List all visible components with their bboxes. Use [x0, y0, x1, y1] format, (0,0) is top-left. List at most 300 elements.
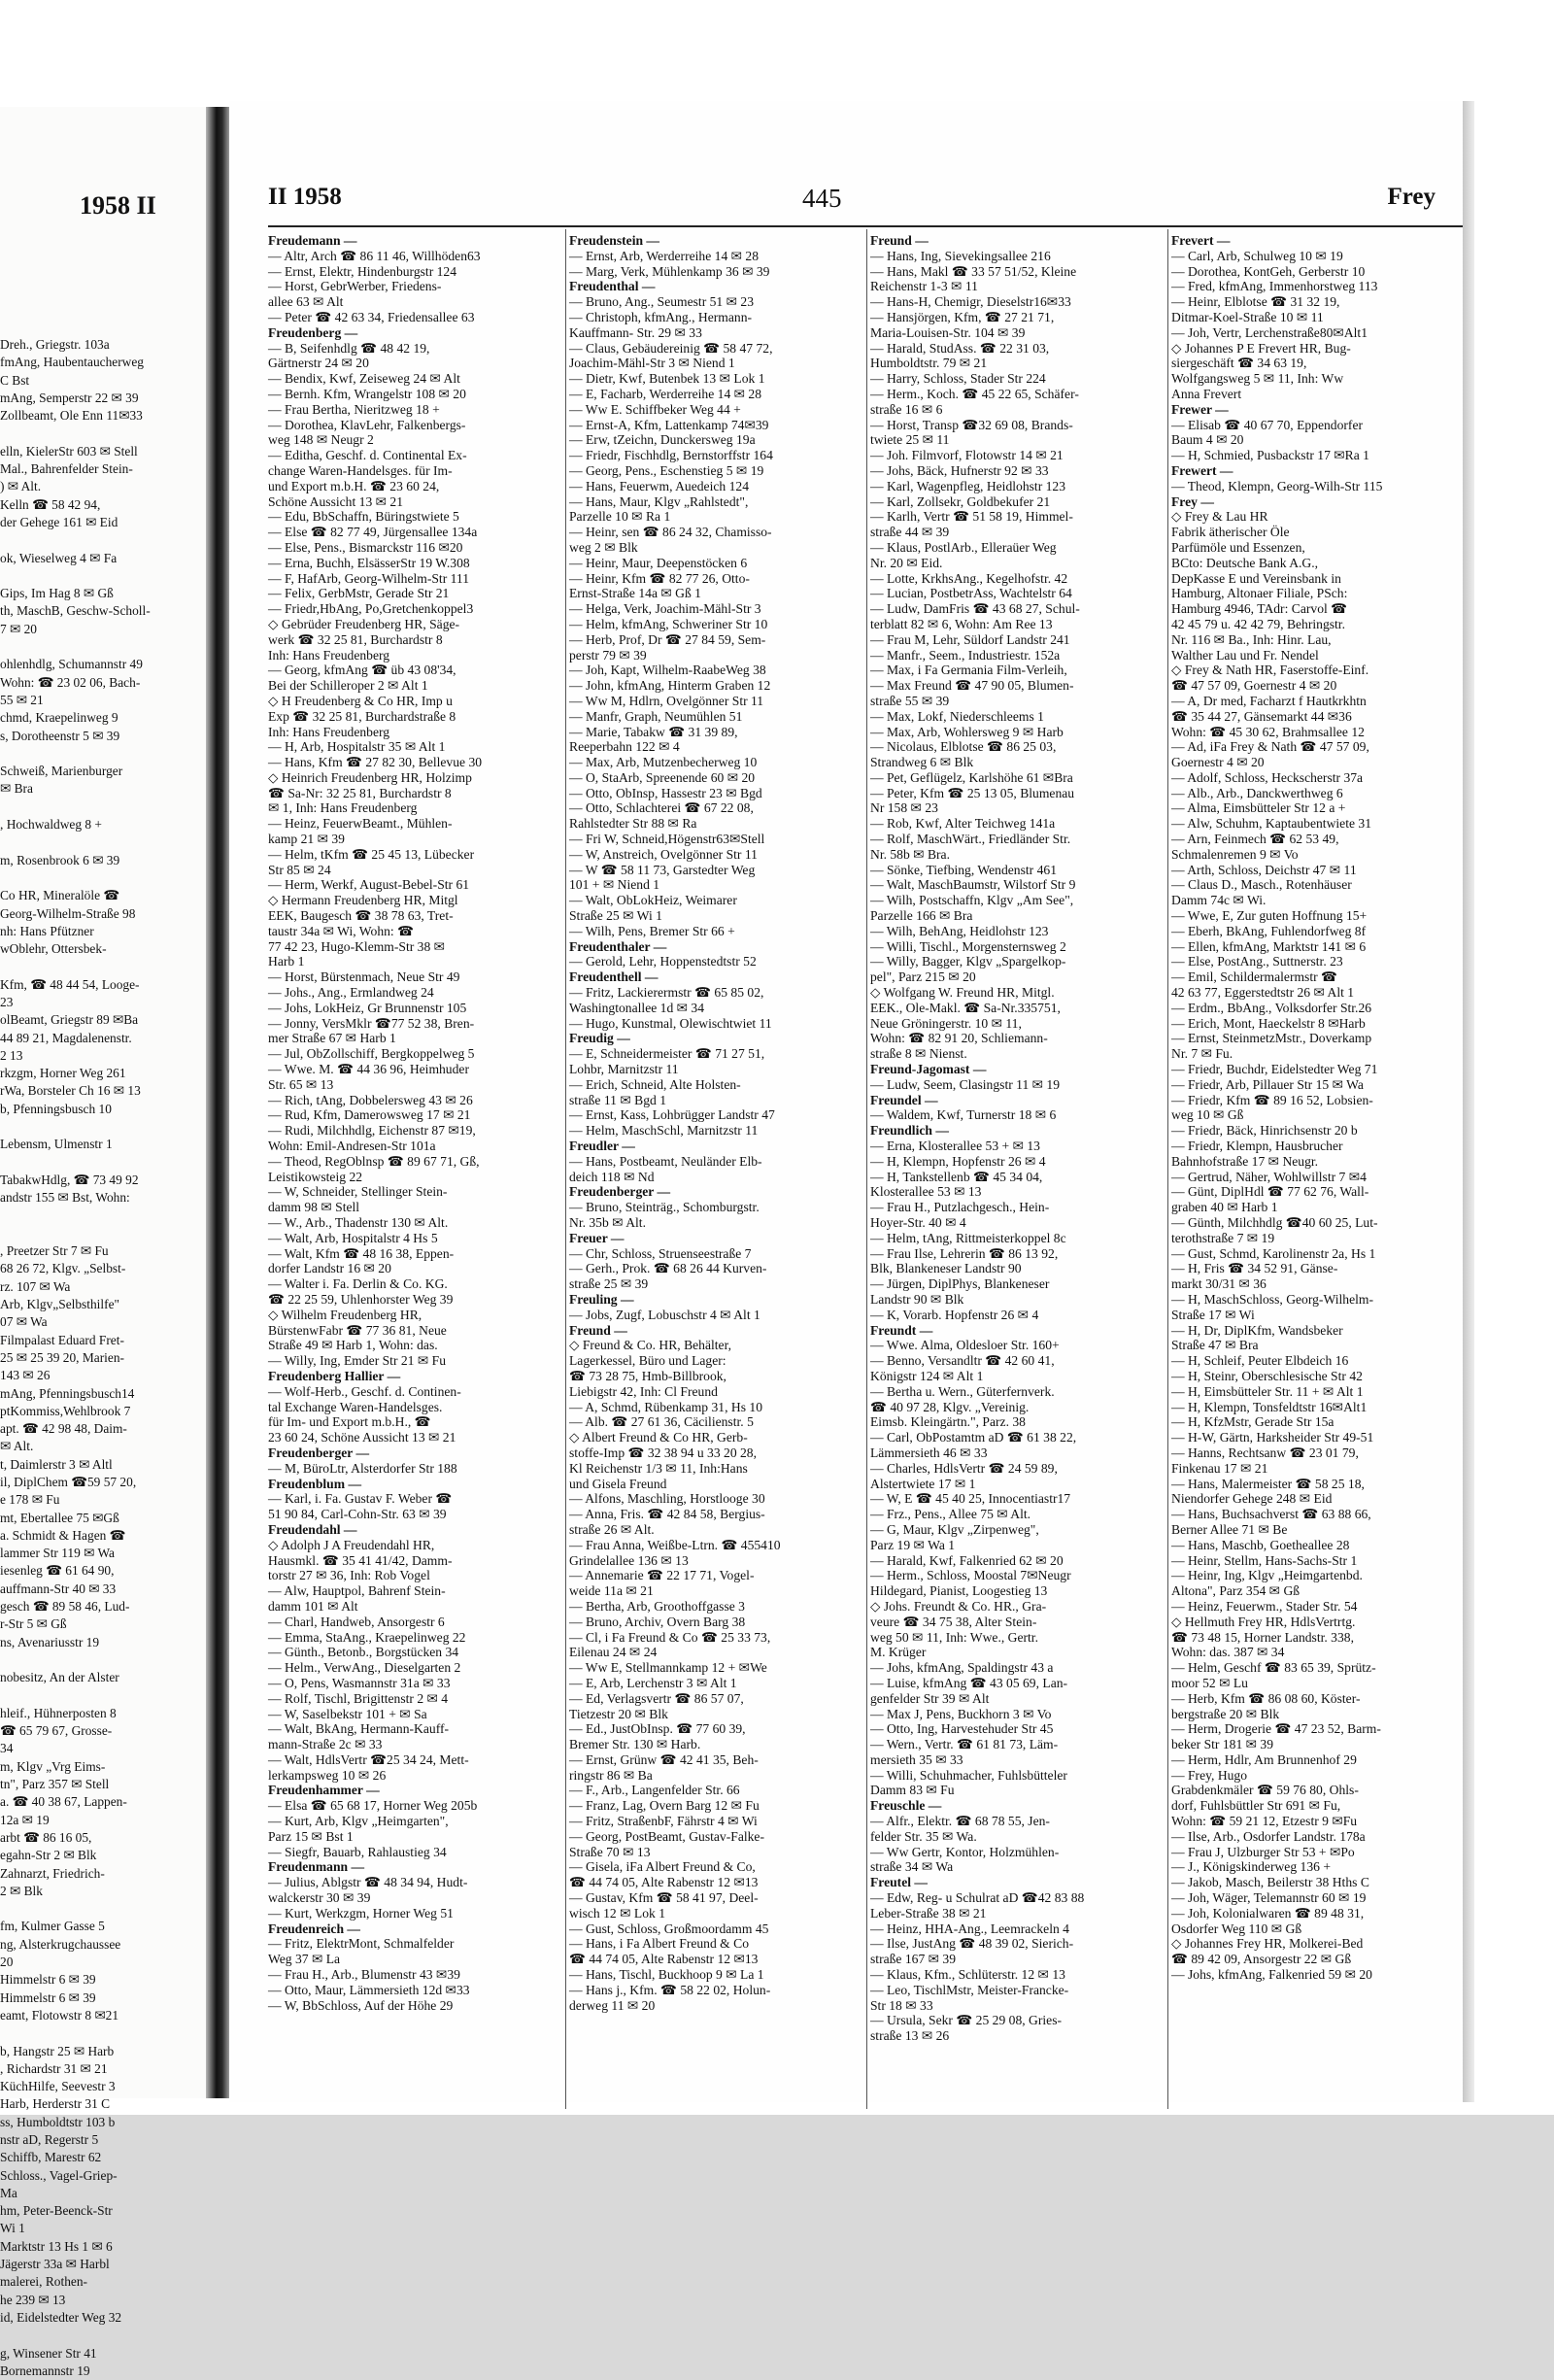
directory-entry-line: — Marie, Tabakw ☎ 31 39 89,: [569, 724, 738, 739]
directory-entry-line: Goernestr 4 ✉ 20: [1171, 755, 1265, 770]
directory-entry-line: Joachim-Mähl-Str 3 ✉ Niend 1: [569, 356, 735, 371]
directory-entry-line: Frewer —: [1171, 401, 1229, 417]
directory-entry-line: — Wern., Vertr. ☎ 61 81 73, Läm-: [870, 1737, 1059, 1752]
directory-entry-line: — Ww E, Stellmannkamp 12 + ✉We: [569, 1660, 767, 1676]
left-page-fragment: Himmelstr 6 ✉ 39: [0, 1989, 96, 2005]
left-page-fragment: arbt ☎ 86 16 05,: [0, 1829, 92, 1845]
left-page-fragment: [0, 799, 206, 816]
directory-entry-line: ◇ Adolph J A Freudendahl HR,: [268, 1537, 435, 1552]
directory-entry-line: — Frau Bertha, Nieritzweg 18 +: [268, 401, 440, 417]
directory-entry-line: — Kurt, Werkzgm, Horner Weg 51: [268, 1905, 454, 1921]
left-page-fragment: [0, 638, 206, 656]
directory-entry-line: torstr 27 ✉ 36, Inh: Rob Vogel: [268, 1568, 430, 1583]
directory-entry-line: — Gustav, Kfm ☎ 58 41 97, Deel-: [569, 1890, 759, 1906]
left-page-fragment: Marktstr 13 Hs 1 ✉ 6: [0, 2238, 113, 2254]
column-divider: [1167, 229, 1168, 2109]
directory-entry-line: Nr. 116 ✉ Ba., Inh: Hinr. Lau,: [1171, 631, 1332, 647]
directory-entry-line: Freund-Jagomast —: [870, 1062, 987, 1077]
directory-entry-line: Frey —: [1171, 493, 1214, 509]
directory-entry-line: — Arth, Schloss, Deichstr 47 ✉ 11: [1171, 862, 1357, 877]
directory-entry-line: — H, Arb, Hospitalstr 35 ✉ Alt 1: [268, 739, 446, 755]
directory-entry-line: — Erna, Buchh, ElsässerStr 19 W.308: [268, 555, 470, 570]
directory-entry-line: — F., Arb., Langenfelder Str. 66: [569, 1783, 740, 1798]
directory-entry-line: ◇ Gebrüder Freudenberg HR, Säge-: [268, 616, 460, 631]
directory-entry-line: Wolfgangsweg 5 ✉ 11, Inh: Ww: [1171, 371, 1344, 387]
directory-entry-line: 42 63 77, Eggerstedtstr 26 ✉ Alt 1: [1171, 985, 1355, 1001]
directory-entry-line: — Else ☎ 82 77 49, Jürgensallee 134a: [268, 525, 478, 540]
directory-entry-line: — Hans, Maschb, Goetheallee 28: [1171, 1537, 1350, 1552]
directory-entry-line: — Alfr., Elektr. ☎ 68 78 55, Jen-: [870, 1814, 1050, 1829]
directory-entry-line: Inh: Hans Freudenberg: [268, 724, 390, 739]
column-divider: [565, 229, 566, 2109]
directory-entry-line: Hildegard, Pianist, Loogestieg 13: [870, 1583, 1048, 1599]
directory-entry-line: ◇ Heinrich Freudenberg HR, Holzimp: [268, 769, 472, 785]
left-page-fragment: [0, 1118, 206, 1136]
directory-entry-line: straße 13 ✉ 26: [870, 2028, 950, 2044]
directory-entry-line: — Wilh, Pens, Bremer Str 66 +: [569, 923, 735, 938]
directory-entry-line: Freundel —: [870, 1092, 938, 1107]
directory-entry-line: Straße 70 ✉ 13: [569, 1844, 651, 1859]
directory-entry-line: — Alw, Hauptpol, Bahrenf Stein-: [268, 1583, 446, 1599]
left-page-fragment: hm, Peter-Beenck-Str: [0, 2203, 113, 2219]
directory-entry-line: ☎ 89 42 09, Ansorgestr 22 ✉ Gß: [1171, 1952, 1352, 1967]
directory-entry-line: damm 101 ✉ Alt: [268, 1598, 358, 1614]
directory-entry-line: twiete 25 ✉ 11: [870, 432, 950, 448]
directory-entry-line: ◇ Frey & Lau HR: [1171, 509, 1268, 525]
directory-entry-line: Freudenthell —: [569, 969, 659, 985]
directory-entry-line: — Karlh, Vertr ☎ 51 58 19, Himmel-: [870, 509, 1073, 525]
directory-entry-line: BürstenwFabr ☎ 77 36 81, Neue: [268, 1322, 447, 1338]
directory-entry-line: — Alfons, Maschling, Horstlooge 30: [569, 1491, 765, 1507]
left-page-fragment: rWa, Borsteler Ch 16 ✉ 13: [0, 1083, 141, 1099]
directory-entry-line: — Jürgen, DiplPhys, Blankeneser: [870, 1276, 1050, 1292]
directory-entry-line: — Fred, kfmAng, Immenhorstweg 113: [1171, 279, 1378, 294]
directory-entry-line: — Fri W, Schneid,Högenstr63✉Stell: [569, 832, 765, 847]
directory-entry-line: — Joh. Filmvorf, Flotowstr 14 ✉ 21: [870, 448, 1064, 463]
directory-entry-line: — Max, Lokf, Niederschleems 1: [870, 708, 1044, 724]
directory-entry-line: terblatt 82 ✉ 6, Wohn: Am Ree 13: [870, 616, 1053, 631]
left-page-fragment: [0, 1207, 206, 1225]
directory-entry-line: und Gisela Freund: [569, 1476, 667, 1491]
left-page-fragment: Zollbeamt, Ole Enn 11✉33: [0, 408, 143, 424]
directory-entry-line: Osdorfer Weg 110 ✉ Gß: [1171, 1921, 1302, 1936]
directory-entry-line: werk ☎ 32 25 81, Burchardstr 8: [268, 631, 443, 647]
directory-entry-line: Parzelle 166 ✉ Bra: [870, 908, 973, 924]
left-page-fragment: eamt, Flotowstr 8 ✉21: [0, 2007, 119, 2023]
left-page-fragment: Arb, Klgv„Selbsthilfe": [0, 1297, 119, 1312]
directory-entry-line: Damm 83 ✉ Fu: [870, 1783, 955, 1798]
directory-entry-line: — W, BbSchloss, Auf der Höhe 29: [268, 1997, 454, 2013]
directory-entry-line: ☎ 44 74 05, Alte Rabenstr 12 ✉13: [569, 1952, 759, 1967]
directory-entry-line: — Rolf, MaschWärt., Friedländer Str.: [870, 832, 1071, 847]
directory-entry-line: — Eberh, BkAng, Fuhlendorfweg 8f: [1171, 923, 1367, 938]
directory-entry-line: Hausmkl. ☎ 35 41 41/42, Damm-: [268, 1552, 453, 1568]
directory-entry-line: Freutel —: [870, 1875, 929, 1890]
directory-entry-line: — Hans, Postbeamt, Neuländer Elb-: [569, 1153, 762, 1169]
directory-entry-line: — Hansjörgen, Kfm, ☎ 27 21 71,: [870, 309, 1055, 324]
directory-entry-line: EEK, Baugesch ☎ 38 78 63, Tret-: [268, 908, 454, 924]
left-page-fragment: 143 ✉ 26: [0, 1368, 51, 1383]
directory-entry-line: — Horst, Transp ☎32 69 08, Brands-: [870, 417, 1073, 432]
directory-entry-line: — Ernst, Arb, Werderreihe 14 ✉ 28: [569, 248, 760, 263]
directory-entry-line: — Jakob, Masch, Beilerstr 38 Hths C: [1171, 1875, 1369, 1890]
directory-entry-line: — Charles, HdlsVertr ☎ 24 59 89,: [870, 1460, 1058, 1476]
directory-entry-line: — Ed., JustObInsp. ☎ 77 60 39,: [569, 1721, 746, 1737]
directory-entry-line: — Horst, GebrWerber, Friedens-: [268, 279, 442, 294]
directory-page: [229, 101, 1463, 2102]
directory-entry-line: — Gust, Schloss, Großmoordamm 45: [569, 1921, 769, 1936]
directory-entry-line: — Marg, Verk, Mühlenkamp 36 ✉ 39: [569, 263, 770, 279]
directory-entry-line: — Heinr, Stellm, Hans-Sachs-Str 1: [1171, 1552, 1358, 1568]
directory-entry-line: weide 11a ✉ 21: [569, 1583, 654, 1599]
directory-entry-line: — Heinr, sen ☎ 86 24 32, Chamisso-: [569, 525, 772, 540]
directory-entry-line: — Herb, Prof, Dr ☎ 27 84 59, Sem-: [569, 631, 766, 647]
left-page-fragment: 7 ✉ 20: [0, 621, 38, 636]
directory-entry-line: straße 26 ✉ Alt.: [569, 1521, 655, 1537]
directory-entry-line: — Joh, Kapt, Wilhelm-RaabeWeg 38: [569, 663, 766, 678]
directory-entry-line: — Helm, MaschSchl, Marnitzstr 11: [569, 1123, 759, 1139]
directory-entry-line: ☎ 40 97 28, Klgv. „Vereinig.: [870, 1399, 1030, 1414]
left-page-fragment: ns, Avenariusstr 19: [0, 1634, 100, 1649]
directory-entry-line: Weg 37 ✉ La: [268, 1952, 341, 1967]
directory-entry-line: 51 90 84, Carl-Cohn-Str. 63 ✉ 39: [268, 1507, 447, 1522]
left-page-fragment: hleif., Hühnerposten 8: [0, 1705, 117, 1720]
directory-entry-line: — Georg, Pens., Eschenstieg 5 ✉ 19: [569, 462, 764, 478]
directory-entry-line: ◇ Hermann Freudenberg HR, Mitgl: [268, 893, 458, 908]
left-page-fragment: [0, 958, 206, 975]
directory-entry-line: — Ad, iFa Frey & Nath ☎ 47 57 09,: [1171, 739, 1369, 755]
directory-entry-line: Freudler —: [569, 1139, 635, 1154]
directory-entry-line: — Frau Anna, Weißbe-Ltrn. ☎ 455410: [569, 1537, 781, 1552]
directory-entry-line: — Theod, RegOblnsp ☎ 89 67 71, Gß,: [268, 1153, 480, 1169]
directory-entry-line: — Edu, BbSchaffn, Büringstwiete 5: [268, 509, 459, 525]
directory-entry-line: Parfümöle und Essenzen,: [1171, 539, 1305, 555]
left-page-fragment: g, Winsener Str 41: [0, 2345, 97, 2361]
left-page-fragment: ✉ Alt.: [0, 1439, 34, 1454]
directory-entry-line: Straße 47 ✉ Bra: [1171, 1338, 1259, 1353]
directory-entry-line: 42 45 79 u. 42 42 79, Behringstr.: [1171, 616, 1345, 631]
directory-entry-line: mer Straße 67 ✉ Harb 1: [268, 1031, 396, 1046]
directory-entry-line: — Hans, Maur, Klgv „Rahlstedt",: [569, 493, 749, 509]
directory-entry-line: beker Str 181 ✉ 39: [1171, 1737, 1274, 1752]
directory-entry-line: Freuer —: [569, 1230, 625, 1245]
directory-entry-line: — Julius, Ablgstr ☎ 48 34 94, Hudt-: [268, 1875, 468, 1890]
directory-entry-line: — A, Dr med, Facharzt f Hautkrkhtn: [1171, 693, 1367, 708]
directory-entry-line: — Max, Arb, Wohlersweg 9 ✉ Harb: [870, 724, 1064, 739]
directory-entry-line: — Otto, Ing, Harvestehuder Str 45: [870, 1721, 1054, 1737]
directory-entry-line: — Else, PostAng., Suttnerstr. 23: [1171, 954, 1343, 969]
directory-entry-line: — W ☎ 58 11 73, Garstedter Weg: [569, 862, 756, 877]
left-page-fragment: KüchHilfe, Seevestr 3: [0, 2079, 116, 2094]
left-page-fragment: fmAng, Haubentaucherweg: [0, 355, 144, 370]
directory-entry-line: Harb 1: [268, 954, 305, 969]
directory-entry-line: Freudenmann —: [268, 1859, 365, 1875]
directory-entry-line: — Fritz, Lackierermstr ☎ 65 85 02,: [569, 985, 764, 1001]
left-page-fragment: a. Schmidt & Hagen ☎: [0, 1527, 126, 1543]
directory-entry-line: — Altr, Arch ☎ 86 11 46, Willhöden63: [268, 248, 481, 263]
directory-entry-line: — H, Klempn, Tonsfeldtstr 16✉Alt1: [1171, 1399, 1368, 1414]
directory-entry-line: — Else, Pens., Bismarckstr 116 ✉20: [268, 539, 463, 555]
left-page-fragment: [0, 2327, 206, 2344]
directory-entry-line: — Ernst, SteinmetzMstr., Doverkamp: [1171, 1031, 1372, 1046]
directory-entry-line: — W, Anstreich, Ovelgönner Str 11: [569, 846, 758, 862]
directory-entry-line: — Heinr, Maur, Deepenstöcken 6: [569, 555, 748, 570]
left-page-fragment: lammer Str 119 ✉ Wa: [0, 1546, 115, 1561]
directory-entry-line: — Jobs, Zugf, Lobuschstr 4 ✉ Alt 1: [569, 1307, 760, 1322]
left-page-fragment: he 239 ✉ 13: [0, 2292, 66, 2307]
directory-entry-line: Klosterallee 53 ✉ 13: [870, 1184, 982, 1200]
directory-entry-line: Freudenberg —: [268, 324, 358, 340]
left-page-fragment: [0, 1900, 206, 1918]
directory-entry-line: — Willy, Ing, Emder Str 21 ✉ Fu: [268, 1353, 447, 1369]
left-page-fragment: auffmann-Str 40 ✉ 33: [0, 1581, 117, 1596]
directory-entry-line: ☎ 73 48 15, Horner Landstr. 338,: [1171, 1629, 1354, 1645]
directory-entry-line: — Helga, Verk, Joachim-Mähl-Str 3: [569, 601, 761, 617]
directory-entry-line: — Bendix, Kwf, Zeiseweg 24 ✉ Alt: [268, 371, 460, 387]
directory-entry-line: Washingtonallee 1d ✉ 34: [569, 1000, 705, 1015]
left-page-fragment: Schloss., Vagel-Griep-: [0, 2167, 118, 2183]
directory-entry-line: — Lotte, KrkhsAng., Kegelhofstr. 42: [870, 570, 1068, 586]
directory-entry-line: — J., Königskinderweg 136 +: [1171, 1859, 1331, 1875]
directory-entry-line: — Friedr, Fischhdlg, Bernstorffstr 164: [569, 448, 773, 463]
directory-entry-line: Str 18 ✉ 33: [870, 1997, 933, 2013]
directory-entry-line: — Rud, Kfm, Damerowsweg 17 ✉ 21: [268, 1107, 471, 1123]
directory-entry-line: Ditmar-Koel-Straße 10 ✉ 11: [1171, 309, 1324, 324]
directory-entry-line: — G, Maur, Klgv „Zirpenweg",: [870, 1521, 1039, 1537]
directory-entry-line: — Johs, LokHeiz, Gr Brunnenstr 105: [268, 1000, 467, 1015]
directory-entry-line: veure ☎ 34 75 38, Alter Stein-: [870, 1614, 1037, 1629]
left-page-fragment: TabakwHdlg, ☎ 73 49 92: [0, 1172, 139, 1187]
directory-entry-line: Parzelle 10 ✉ Ra 1: [569, 509, 671, 525]
directory-entry-line: — Luise, kfmAng ☎ 43 05 69, Lan-: [870, 1675, 1068, 1690]
directory-entry-line: für Im- und Export m.b.H., ☎: [268, 1414, 431, 1430]
directory-entry-line: — Erna, Klosterallee 53 + ✉ 13: [870, 1139, 1040, 1154]
directory-entry-line: Freuling —: [569, 1291, 634, 1307]
directory-entry-line: Freudenreich —: [268, 1921, 361, 1936]
directory-entry-line: — Alb., Arb., Danckwerthweg 6: [1171, 785, 1343, 800]
directory-entry-line: Freudendahl —: [268, 1521, 357, 1537]
directory-entry-line: Str 85 ✉ 24: [268, 862, 331, 877]
left-page-fragment: egahn-Str 2 ✉ Blk: [0, 1848, 97, 1863]
directory-entry-line: — Carl, ObPostamtm aD ☎ 61 38 22,: [870, 1430, 1077, 1445]
directory-entry-line: — E, Facharb, Werderreihe 14 ✉ 28: [569, 386, 762, 401]
directory-entry-line: straße 167 ✉ 39: [870, 1952, 957, 1967]
directory-entry-line: taustr 34a ✉ Wi, Wohn: ☎: [268, 923, 415, 938]
directory-entry-line: — Gisela, iFa Albert Freund & Co,: [569, 1859, 756, 1875]
directory-entry-line: Freudenblum —: [268, 1476, 362, 1491]
directory-entry-line: — Alw, Schuhm, Kaptaubentwiete 31: [1171, 816, 1372, 832]
directory-entry-line: kamp 21 ✉ 39: [268, 832, 345, 847]
directory-entry-line: — B, Seifenhdlg ☎ 48 42 19,: [268, 340, 430, 356]
left-page-fragment: der Gehege 161 ✉ Eid: [0, 514, 118, 529]
directory-entry-line: ◇ Wolfgang W. Freund HR, Mitgl.: [870, 985, 1055, 1001]
directory-entry-line: straße 25 ✉ 39: [569, 1276, 649, 1292]
left-page-fragment: Harb, Herderstr 31 C: [0, 2096, 111, 2112]
directory-entry-line: — Anna, Fris. ☎ 42 84 58, Bergius-: [569, 1507, 765, 1522]
directory-entry-line: Blk, Blankeneser Landstr 90: [870, 1261, 1022, 1276]
directory-entry-line: Lohbr, Marnitzstr 11: [569, 1062, 679, 1077]
directory-entry-line: — Siegfr, Bauarb, Rahlaustieg 34: [268, 1844, 447, 1859]
directory-entry-line: — Max Freund ☎ 47 90 05, Blumen-: [870, 678, 1074, 694]
directory-entry-line: — Editha, Geschf. d. Continental Ex-: [268, 448, 467, 463]
directory-entry-line: — Frau H., Arb., Blumenstr 43 ✉39: [268, 1967, 460, 1983]
directory-entry-line: — Frau Ilse, Lehrerin ☎ 86 13 92,: [870, 1245, 1059, 1261]
directory-entry-line: — Helm, kfmAng, Schweriner Str 10: [569, 616, 768, 631]
directory-entry-line: — Ellen, kfmAng, Marktstr 141 ✉ 6: [1171, 938, 1367, 954]
directory-entry-line: Humboldtstr. 79 ✉ 21: [870, 356, 988, 371]
directory-entry-line: — O, Pens, Wasmannstr 31a ✉ 33: [268, 1675, 451, 1690]
left-page-fragment: [0, 1687, 206, 1705]
left-page-fragment: Kfm, ☎ 48 44 54, Looge-: [0, 976, 140, 992]
directory-entry-line: — Rob, Kwf, Alter Teichweg 141a: [870, 816, 1056, 832]
directory-entry-line: — Friedr, Klempn, Hausbrucher: [1171, 1139, 1343, 1154]
left-page-fragment: Himmelstr 6 ✉ 39: [0, 1972, 96, 1988]
directory-entry-line: — Pet, Geflügelz, Karlshöhe 61 ✉Bra: [870, 769, 1073, 785]
left-page-fragment: Jägerstr 33a ✉ Harbl: [0, 2257, 110, 2272]
directory-entry-line: — Erich, Mont, Haeckelstr 8 ✉Harb: [1171, 1015, 1366, 1031]
directory-entry-line: — Herm., Koch. ☎ 45 22 65, Schäfer-: [870, 386, 1079, 401]
left-page-fragment: fm, Kulmer Gasse 5: [0, 1919, 105, 1934]
directory-entry-line: — Dorothea, KlavLehr, Falkenbergs-: [268, 417, 466, 432]
directory-entry-line: — H, Tankstellenb ☎ 45 34 04,: [870, 1169, 1043, 1184]
directory-entry-line: Lagerkessel, Büro und Lager:: [569, 1353, 726, 1369]
directory-entry-line: — Günth, Milchhdlg ☎40 60 25, Lut-: [1171, 1215, 1378, 1230]
directory-entry-line: — K, Vorarb. Hopfenstr 26 ✉ 4: [870, 1307, 1039, 1322]
directory-entry-line: — Manfr., Seem., Industriestr. 152a: [870, 647, 1061, 663]
directory-entry-line: — Ww M, Hdlrn, Ovelgönner Str 11: [569, 693, 764, 708]
directory-entry-line: — H, Schleif, Peuter Elbdeich 16: [1171, 1353, 1349, 1369]
left-page-fragment: gesch ☎ 89 58 46, Lud-: [0, 1599, 130, 1615]
left-page-fragment: tn", Parz 357 ✉ Stell: [0, 1777, 110, 1792]
directory-entry-line: Freudemann —: [268, 233, 357, 248]
directory-entry-line: weg 10 ✉ Gß: [1171, 1107, 1244, 1123]
directory-column-3: [870, 233, 1152, 2044]
directory-entry-line: Landstr 90 ✉ Blk: [870, 1291, 964, 1307]
directory-entry-line: — Bertha, Arb, Groothoffgasse 3: [569, 1598, 745, 1614]
directory-entry-line: Nr. 20 ✉ Eid.: [870, 555, 943, 570]
directory-entry-line: — Heinr, Ing, Klgv „Heimgartenbd.: [1171, 1568, 1363, 1583]
left-page-fragment: malerei, Rothen-: [0, 2274, 87, 2290]
left-page-fragment: [0, 531, 206, 549]
directory-entry-line: Altona", Parz 354 ✉ Gß: [1171, 1583, 1301, 1599]
directory-entry-line: — Wilh, Postschaffn, Klgv „Am See",: [870, 893, 1074, 908]
directory-entry-line: — Johs, kfmAng, Spaldingstr 43 a: [870, 1660, 1054, 1676]
directory-entry-line: — Johs, kfmAng, Falkenried 59 ✉ 20: [1171, 1967, 1372, 1983]
directory-entry-line: — Otto, Schlachterei ☎ 67 22 08,: [569, 800, 754, 816]
directory-entry-line: — Walt, Arb, Hospitalstr 4 Hs 5: [268, 1230, 438, 1245]
directory-entry-line: perstr 79 ✉ 39: [569, 647, 647, 663]
directory-entry-line: — Joh, Wäger, Telemannstr 60 ✉ 19: [1171, 1890, 1367, 1906]
directory-entry-line: ◇ Johannes P E Frevert HR, Bug-: [1171, 340, 1351, 356]
directory-entry-line: Hamburg, Altonaer Filiale, PSch:: [1171, 586, 1348, 601]
directory-entry-line: — Max, i Fa Germania Film-Verleih,: [870, 663, 1067, 678]
directory-entry-line: — Ernst, Elektr, Hindenburgstr 124: [268, 263, 457, 279]
directory-entry-line: — Alb. ☎ 27 61 36, Cäcilienstr. 5: [569, 1414, 754, 1430]
left-page-fragment: olBeamt, Griegstr 89 ✉Ba: [0, 1012, 139, 1028]
directory-entry-line: ☎ 35 44 27, Gänsemarkt 44 ✉36: [1171, 708, 1352, 724]
directory-entry-line: Freudenberg Hallier —: [268, 1368, 401, 1383]
directory-entry-line: — Johs, Bäck, Hufnerstr 92 ✉ 33: [870, 462, 1049, 478]
directory-entry-line: — Wwe, E, Zur guten Hoffnung 15+: [1171, 908, 1368, 924]
directory-entry-line: Walther Lau und Fr. Nendel: [1171, 647, 1319, 663]
directory-entry-line: Kauffmann- Str. 29 ✉ 33: [569, 324, 702, 340]
directory-entry-line: Wohn: ☎ 45 30 62, Brahmsallee 12: [1171, 724, 1365, 739]
directory-entry-line: — Annemarie ☎ 22 17 71, Vogel-: [569, 1568, 755, 1583]
directory-entry-line: — Gertrud, Näher, Wohlwillstr 7 ✉4: [1171, 1169, 1367, 1184]
left-page-fragment: 12a ✉ 19: [0, 1812, 50, 1827]
left-page-fragment: [0, 567, 206, 585]
directory-entry-line: lerkampsweg 10 ✉ 26: [268, 1767, 387, 1783]
directory-entry-line: Freudenhammer —: [268, 1783, 380, 1798]
directory-entry-line: — H, Eimsbütteler Str. 11 + ✉ Alt 1: [1171, 1383, 1364, 1399]
directory-entry-line: — Horst, Bürstenmach, Neue Str 49: [268, 969, 460, 985]
left-page-fragment: ohlenhdlg, Schumannstr 49: [0, 657, 143, 672]
directory-entry-line: — Ilse, Arb., Osdorfer Landstr. 178a: [1171, 1828, 1366, 1844]
directory-entry-line: straße 11 ✉ Bgd 1: [569, 1092, 666, 1107]
directory-entry-line: — W, Schneider, Stellinger Stein-: [268, 1184, 448, 1200]
directory-entry-line: — Hans, Makl ☎ 33 57 51/52, Kleine: [870, 263, 1077, 279]
directory-entry-line: — W., Arb., Thadenstr 130 ✉ Alt.: [268, 1215, 449, 1230]
directory-entry-line: — Cl, i Fa Freund & Co ☎ 25 33 73,: [569, 1629, 771, 1645]
directory-entry-line: mann-Straße 2c ✉ 33: [268, 1737, 383, 1752]
directory-entry-line: Straße 25 ✉ Wi 1: [569, 908, 662, 924]
directory-entry-line: — Georg, kfmAng ☎ üb 43 08'34,: [268, 663, 456, 678]
directory-entry-line: Strandweg 6 ✉ Blk: [870, 755, 974, 770]
directory-entry-line: — Heinz, HHA-Ang., Leemrackeln 4: [870, 1921, 1069, 1936]
directory-entry-line: 23 60 24, Schöne Aussicht 13 ✉ 21: [268, 1430, 456, 1445]
directory-entry-line: M. Krüger: [870, 1645, 927, 1660]
directory-entry-line: — Joh, Vertr, Lerchenstraße80✉Alt1: [1171, 324, 1368, 340]
left-page-fragment: 20: [0, 1955, 14, 1970]
directory-entry-line: — Hans, Malermeister ☎ 58 25 18,: [1171, 1476, 1365, 1491]
directory-entry-line: — M, BüroLtr, Alsterdorfer Str 188: [268, 1460, 457, 1476]
directory-entry-line: — Günt, DiplHdl ☎ 77 62 76, Wall-: [1171, 1184, 1369, 1200]
directory-entry-line: — Heinz, FeuerwBeamt., Mühlen-: [268, 816, 453, 832]
left-page-fragment: nobesitz, An der Alster: [0, 1670, 119, 1685]
directory-entry-line: weg 148 ✉ Neugr 2: [268, 432, 374, 448]
directory-entry-line: — Bernh. Kfm, Wrangelstr 108 ✉ 20: [268, 386, 466, 401]
directory-entry-line: — Wilh, BehAng, Heidlohstr 123: [870, 923, 1049, 938]
directory-entry-line: Inh: Hans Freudenberg: [268, 647, 390, 663]
left-page-fragment: 55 ✉ 21: [0, 692, 44, 707]
directory-entry-line: — Adolf, Schloss, Heckscherstr 37a: [1171, 769, 1364, 785]
left-page-fragment: [0, 1225, 206, 1242]
directory-entry-line: — Erw, tZeichn, Dunckersweg 19a: [569, 432, 756, 448]
left-page-fragment: e 178 ✉ Fu: [0, 1492, 60, 1508]
directory-entry-line: — Felix, GerbMstr, Gerade Str 21: [268, 586, 450, 601]
directory-entry-line: Freuschle —: [870, 1798, 942, 1814]
directory-entry-line: DepKasse E und Vereinsbank in: [1171, 570, 1341, 586]
directory-entry-line: — Elisab ☎ 40 67 70, Eppendorfer: [1171, 417, 1364, 432]
left-page-fragment: 2 ✉ Blk: [0, 1883, 43, 1898]
left-page-fragment: Kelln ☎ 58 42 94,: [0, 496, 101, 512]
directory-entry-line: — Helm, tKfm ☎ 25 45 13, Lübecker: [268, 846, 475, 862]
directory-entry-line: — Friedr, Arb, Pillauer Str 15 ✉ Wa: [1171, 1076, 1364, 1092]
directory-entry-line: — Carl, Arb, Schulweg 10 ✉ 19: [1171, 248, 1343, 263]
book-gutter: [206, 107, 229, 2098]
left-page-fragment: [0, 2024, 206, 2042]
left-page-fragment: Lebensm, Ulmenstr 1: [0, 1137, 113, 1152]
directory-entry-line: Eimsb. Kleingärtn.", Parz. 38: [870, 1414, 1026, 1430]
directory-entry-line: ◇ Johannes Frey HR, Molkerei-Bed: [1171, 1936, 1364, 1952]
left-page-fragment: ng, Alsterkrugchaussee: [0, 1936, 121, 1952]
directory-entry-line: — Alma, Eimsbütteler Str 12 a +: [1171, 800, 1346, 816]
directory-entry-line: — Friedr,HbAng, Po,Gretchenkoppel3: [268, 601, 474, 617]
directory-entry-line: — Dorothea, KontGeh, Gerberstr 10: [1171, 263, 1366, 279]
directory-entry-line: Straße 49 ✉ Harb 1, Wohn: das.: [268, 1338, 438, 1353]
directory-entry-line: stoffe-Imp ☎ 32 38 94 u 33 20 28,: [569, 1445, 758, 1460]
left-page-fragment: m, Klgv „Vrg Eims-: [0, 1758, 106, 1774]
